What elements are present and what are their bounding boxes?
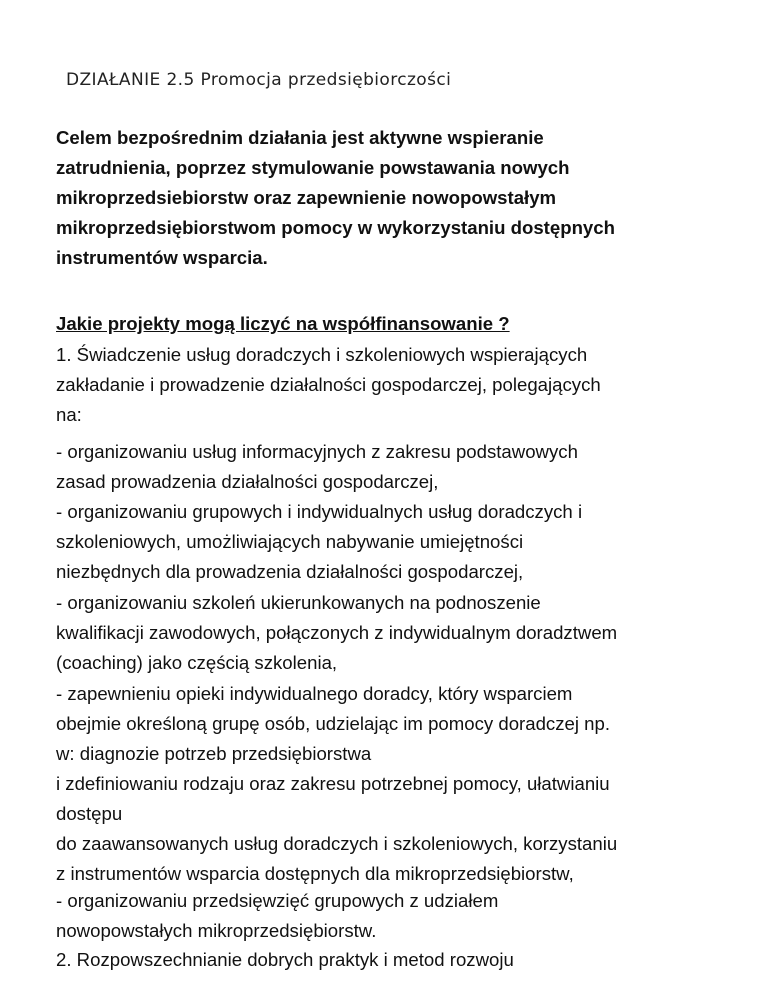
intro-paragraph (56, 123, 756, 273)
paragraph-line: zakładanie i prowadzenie działalności gospodarczej, polegających (56, 374, 601, 395)
paragraph-line: kwalifikacji zawodowych, połączonych z indywidualnym doradztwem (56, 622, 618, 643)
intro-line: instrumentów wsparcia. (56, 247, 268, 268)
intro-line: mikroprzedsiebiorstw oraz zapewnienie nowopowstałym (56, 187, 557, 208)
paragraph-line: na: (56, 404, 82, 425)
document-heading: DZIAŁANIE 2.5 Promocja przedsiębiorczości (66, 70, 452, 90)
paragraph-item-1 (56, 340, 756, 430)
intro-line: mikroprzedsiębiorstwom pomocy w wykorzystaniu dostępnych (56, 217, 615, 238)
paragraph-line: obejmie określoną grupę osób, udzielając im pomocy doradczej np. (56, 713, 610, 734)
paragraph-line: niezbędnych dla prowadzenia działalności gospodarczej, (56, 561, 524, 582)
section-title: Jakie projekty mogą liczyć na współfinansowanie ? (56, 313, 510, 334)
paragraph-line: - organizowaniu przedsięwzięć grupowych z udziałem (56, 890, 499, 911)
paragraph-line: zasad prowadzenia działalności gospodarczej, (56, 471, 439, 492)
paragraph-line: 2. Rozpowszechnianie dobrych praktyk i metod rozwoju (56, 949, 514, 970)
paragraph-bullet-adviser (56, 679, 756, 889)
paragraph-line: nowopowstałych mikroprzedsiębiorstw. (56, 920, 377, 941)
cut-off-line (56, 945, 514, 970)
paragraph-line: w: diagnozie potrzeb przedsiębiorstwa (56, 743, 372, 764)
paragraph-bullet-training (56, 588, 756, 678)
paragraph-line: i zdefiniowaniu rodzaju oraz zakresu potrzebnej pomocy, ułatwianiu (56, 773, 610, 794)
paragraph-line: - zapewnieniu opieki indywidualnego doradcy, który wsparciem (56, 683, 573, 704)
paragraph-line: - organizowaniu szkoleń ukierunkowanych na podnoszenie (56, 592, 541, 613)
paragraph-line: szkoleniowych, umożliwiających nabywanie umiejętności (56, 531, 524, 552)
paragraph-line: dostępu (56, 803, 123, 824)
paragraph-line: 1. Świadczenie usług doradczych i szkoleniowych wspierających (56, 344, 588, 365)
intro-line: zatrudnienia, poprzez stymulowanie powstawania nowych (56, 157, 570, 178)
paragraph-line: - organizowaniu grupowych i indywidualnych usług doradczych i (56, 501, 583, 522)
paragraph-bullet-advisory (56, 497, 756, 587)
paragraph-bullet-info (56, 437, 756, 497)
paragraph-line: - organizowaniu usług informacyjnych z zakresu podstawowych (56, 441, 578, 462)
intro-line: Celem bezpośrednim działania jest aktywne wspieranie (56, 127, 544, 148)
paragraph-line: (coaching) jako częścią szkolenia, (56, 652, 338, 673)
paragraph-line: do zaawansowanych usług doradczych i szkoleniowych, korzystaniu (56, 833, 618, 854)
paragraph-line: z instrumentów wsparcia dostępnych dla mikroprzedsiębiorstw, (56, 863, 574, 884)
paragraph-bullet-group (56, 886, 756, 946)
